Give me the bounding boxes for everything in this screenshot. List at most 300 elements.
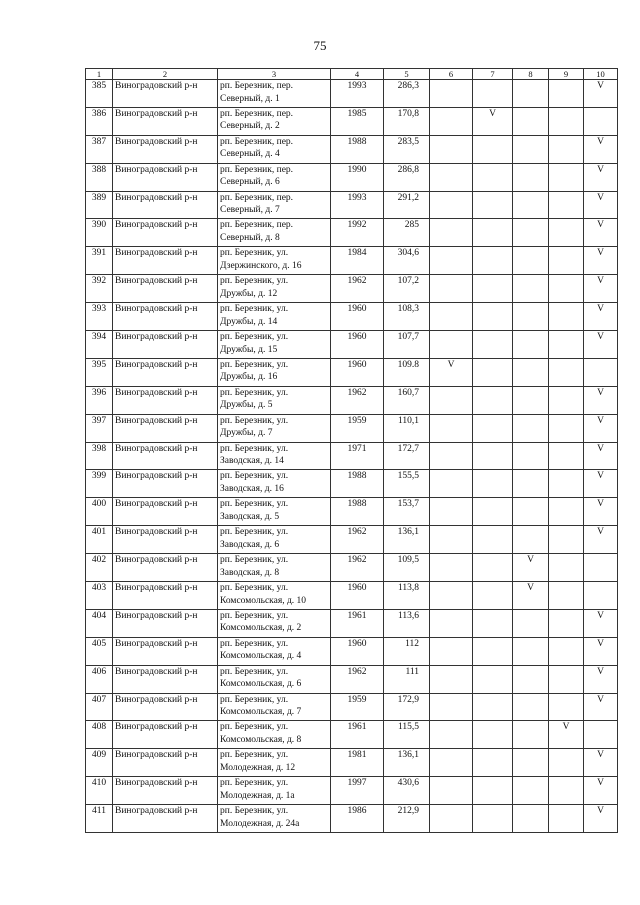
address-line-2: Комсомольская, д. 8 xyxy=(220,734,302,745)
flag-cell-6 xyxy=(430,135,473,163)
flag-cell-7 xyxy=(473,526,513,554)
flag-cell-7 xyxy=(473,386,513,414)
year-cell: 1962 xyxy=(331,526,384,554)
address-line-1: рп. Березник, ул. xyxy=(220,527,289,538)
address-line-1: рп. Березник, ул. xyxy=(220,248,289,259)
address-line-1: рп. Березник, пер. xyxy=(220,108,294,119)
address-cell xyxy=(218,303,331,331)
flag-cell-7 xyxy=(473,303,513,331)
district-cell: Виноградовский р-н xyxy=(113,582,218,610)
flag-cell-8: V xyxy=(513,554,549,582)
address-line-2: Молодежная, д. 24а xyxy=(220,818,300,829)
year-cell: 1962 xyxy=(331,554,384,582)
flag-cell-6 xyxy=(430,442,473,470)
flag-cell-10 xyxy=(584,554,618,582)
flag-cell-8 xyxy=(513,637,549,665)
flag-cell-8 xyxy=(513,219,549,247)
flag-cell-6 xyxy=(430,582,473,610)
row-number: 409 xyxy=(86,749,113,777)
flag-cell-10: V xyxy=(584,442,618,470)
district-cell: Виноградовский р-н xyxy=(113,247,218,275)
address-cell xyxy=(218,247,331,275)
year-cell: 1960 xyxy=(331,582,384,610)
area-cell: 108,3 xyxy=(384,303,430,331)
row-number: 389 xyxy=(86,191,113,219)
flag-cell-9 xyxy=(549,470,584,498)
address-line-1: рп. Березник, ул. xyxy=(220,610,289,621)
table-row xyxy=(86,637,618,665)
flag-cell-9 xyxy=(549,526,584,554)
flag-cell-6 xyxy=(430,163,473,191)
address-line-2: Заводская, д. 8 xyxy=(220,567,280,578)
address-line-2: Заводская, д. 16 xyxy=(220,483,284,494)
flag-cell-9 xyxy=(549,135,584,163)
flag-cell-6 xyxy=(430,470,473,498)
flag-cell-6 xyxy=(430,331,473,359)
row-number: 398 xyxy=(86,442,113,470)
address-cell xyxy=(218,219,331,247)
flag-cell-9 xyxy=(549,609,584,637)
flag-cell-8: V xyxy=(513,582,549,610)
year-cell: 1962 xyxy=(331,386,384,414)
year-cell: 1988 xyxy=(331,470,384,498)
flag-cell-8 xyxy=(513,247,549,275)
flag-cell-6 xyxy=(430,275,473,303)
flag-cell-8 xyxy=(513,331,549,359)
flag-cell-6 xyxy=(430,414,473,442)
row-number: 408 xyxy=(86,721,113,749)
district-cell: Виноградовский р-н xyxy=(113,777,218,805)
address-cell xyxy=(218,107,331,135)
area-cell: 136,1 xyxy=(384,749,430,777)
address-line-2: Заводская, д. 14 xyxy=(220,456,284,467)
area-cell: 285 xyxy=(384,219,430,247)
address-cell xyxy=(218,275,331,303)
flag-cell-10: V xyxy=(584,777,618,805)
flag-cell-8 xyxy=(513,526,549,554)
district-cell: Виноградовский р-н xyxy=(113,442,218,470)
district-cell: Виноградовский р-н xyxy=(113,665,218,693)
year-cell: 1992 xyxy=(331,219,384,247)
district-cell: Виноградовский р-н xyxy=(113,554,218,582)
table-row xyxy=(86,526,618,554)
flag-cell-7 xyxy=(473,498,513,526)
address-line-1: рп. Березник, ул. xyxy=(220,499,289,510)
flag-cell-10: V xyxy=(584,303,618,331)
flag-cell-6 xyxy=(430,721,473,749)
area-cell: 112 xyxy=(384,637,430,665)
flag-cell-7 xyxy=(473,163,513,191)
address-line-2: Северный, д. 6 xyxy=(220,177,280,188)
address-cell xyxy=(218,637,331,665)
flag-cell-8 xyxy=(513,693,549,721)
area-cell: 160,7 xyxy=(384,386,430,414)
address-line-1: рп. Березник, ул. xyxy=(220,332,289,343)
flag-cell-10: V xyxy=(584,163,618,191)
area-cell: 109.8 xyxy=(384,358,430,386)
area-cell: 286,8 xyxy=(384,163,430,191)
address-line-2: Комсомольская, д. 4 xyxy=(220,651,302,662)
table-row xyxy=(86,442,618,470)
address-cell xyxy=(218,582,331,610)
col-header: 9 xyxy=(549,69,584,80)
col-header: 6 xyxy=(430,69,473,80)
flag-cell-7 xyxy=(473,191,513,219)
address-line-1: рп. Березник, ул. xyxy=(220,555,289,566)
area-cell: 286,3 xyxy=(384,80,430,108)
address-line-2: Комсомольская, д. 7 xyxy=(220,707,302,718)
flag-cell-9 xyxy=(549,498,584,526)
address-line-2: Комсомольская, д. 10 xyxy=(220,595,307,606)
flag-cell-9: V xyxy=(549,721,584,749)
table-row xyxy=(86,582,618,610)
flag-cell-10: V xyxy=(584,331,618,359)
flag-cell-9 xyxy=(549,693,584,721)
flag-cell-9 xyxy=(549,80,584,108)
flag-cell-10: V xyxy=(584,219,618,247)
address-line-1: рп. Березник, ул. xyxy=(220,694,289,705)
flag-cell-8 xyxy=(513,358,549,386)
flag-cell-8 xyxy=(513,721,549,749)
area-cell: 111 xyxy=(384,665,430,693)
flag-cell-6 xyxy=(430,247,473,275)
flag-cell-7 xyxy=(473,749,513,777)
flag-cell-10: V xyxy=(584,665,618,693)
address-line-2: Северный, д. 7 xyxy=(220,205,280,216)
address-cell xyxy=(218,331,331,359)
area-cell: 109,5 xyxy=(384,554,430,582)
address-line-2: Северный, д. 8 xyxy=(220,232,280,243)
flag-cell-10: V xyxy=(584,414,618,442)
district-cell: Виноградовский р-н xyxy=(113,609,218,637)
year-cell: 1993 xyxy=(331,191,384,219)
row-number: 404 xyxy=(86,609,113,637)
flag-cell-6 xyxy=(430,107,473,135)
address-line-1: рп. Березник, ул. xyxy=(220,583,289,594)
flag-cell-8 xyxy=(513,470,549,498)
flag-cell-7 xyxy=(473,358,513,386)
year-cell: 1990 xyxy=(331,163,384,191)
address-line-2: Дружбы, д. 12 xyxy=(220,288,278,299)
flag-cell-6 xyxy=(430,665,473,693)
table-row xyxy=(86,107,618,135)
flag-cell-7 xyxy=(473,693,513,721)
flag-cell-8 xyxy=(513,386,549,414)
flag-cell-10: V xyxy=(584,80,618,108)
table-row xyxy=(86,414,618,442)
flag-cell-10 xyxy=(584,358,618,386)
flag-cell-6 xyxy=(430,805,473,833)
col-header: 1 xyxy=(86,69,113,80)
address-line-1: рп. Березник, ул. xyxy=(220,638,289,649)
area-cell: 283,5 xyxy=(384,135,430,163)
address-line-2: Заводская, д. 5 xyxy=(220,511,280,522)
year-cell: 1959 xyxy=(331,693,384,721)
table-row xyxy=(86,386,618,414)
col-header: 5 xyxy=(384,69,430,80)
year-cell: 1961 xyxy=(331,721,384,749)
flag-cell-9 xyxy=(549,386,584,414)
flag-cell-6 xyxy=(430,609,473,637)
year-cell: 1971 xyxy=(331,442,384,470)
flag-cell-10 xyxy=(584,721,618,749)
address-cell xyxy=(218,777,331,805)
address-cell xyxy=(218,470,331,498)
flag-cell-6 xyxy=(430,303,473,331)
district-cell: Виноградовский р-н xyxy=(113,358,218,386)
year-cell: 1988 xyxy=(331,135,384,163)
flag-cell-8 xyxy=(513,191,549,219)
district-cell: Виноградовский р-н xyxy=(113,275,218,303)
address-line-1: рп. Березник, пер. xyxy=(220,81,294,91)
district-cell: Виноградовский р-н xyxy=(113,470,218,498)
flag-cell-8 xyxy=(513,805,549,833)
district-cell: Виноградовский р-н xyxy=(113,303,218,331)
area-cell: 172,9 xyxy=(384,693,430,721)
flag-cell-8 xyxy=(513,749,549,777)
year-cell: 1960 xyxy=(331,637,384,665)
address-cell xyxy=(218,191,331,219)
address-cell xyxy=(218,442,331,470)
row-number: 407 xyxy=(86,693,113,721)
address-cell xyxy=(218,805,331,833)
flag-cell-8 xyxy=(513,498,549,526)
district-cell: Виноградовский р-н xyxy=(113,219,218,247)
table-row xyxy=(86,219,618,247)
flag-cell-9 xyxy=(549,303,584,331)
district-cell: Виноградовский р-н xyxy=(113,331,218,359)
flag-cell-6 xyxy=(430,749,473,777)
flag-cell-8 xyxy=(513,414,549,442)
row-number: 411 xyxy=(86,805,113,833)
address-line-1: рп. Березник, пер. xyxy=(220,192,294,203)
year-cell: 1993 xyxy=(331,80,384,108)
address-line-1: рп. Березник, ул. xyxy=(220,359,289,370)
flag-cell-10: V xyxy=(584,526,618,554)
address-line-1: рп. Березник, ул. xyxy=(220,443,289,454)
year-cell: 1985 xyxy=(331,107,384,135)
flag-cell-7 xyxy=(473,777,513,805)
col-header: 7 xyxy=(473,69,513,80)
col-header: 4 xyxy=(331,69,384,80)
flag-cell-6 xyxy=(430,777,473,805)
row-number: 394 xyxy=(86,331,113,359)
area-cell: 110,1 xyxy=(384,414,430,442)
address-line-2: Молодежная, д. 1а xyxy=(220,790,295,801)
row-number: 395 xyxy=(86,358,113,386)
table-row xyxy=(86,805,618,833)
flag-cell-9 xyxy=(549,163,584,191)
year-cell: 1984 xyxy=(331,247,384,275)
flag-cell-6 xyxy=(430,498,473,526)
row-number: 403 xyxy=(86,582,113,610)
address-cell xyxy=(218,498,331,526)
header-row xyxy=(86,69,618,80)
flag-cell-7 xyxy=(473,637,513,665)
flag-cell-6 xyxy=(430,554,473,582)
area-cell: 153,7 xyxy=(384,498,430,526)
address-cell xyxy=(218,358,331,386)
row-number: 405 xyxy=(86,637,113,665)
flag-cell-9 xyxy=(549,275,584,303)
row-number: 397 xyxy=(86,414,113,442)
table-row xyxy=(86,275,618,303)
row-number: 393 xyxy=(86,303,113,331)
flag-cell-7 xyxy=(473,442,513,470)
district-cell: Виноградовский р-н xyxy=(113,80,218,108)
year-cell: 1962 xyxy=(331,665,384,693)
address-line-2: Дружбы, д. 14 xyxy=(220,316,278,327)
address-line-2: Северный, д. 1 xyxy=(220,93,280,104)
area-cell: 212,9 xyxy=(384,805,430,833)
flag-cell-8 xyxy=(513,665,549,693)
flag-cell-6 xyxy=(430,80,473,108)
flag-cell-7 xyxy=(473,554,513,582)
year-cell: 1988 xyxy=(331,498,384,526)
flag-cell-8 xyxy=(513,275,549,303)
flag-cell-7 xyxy=(473,135,513,163)
row-number: 391 xyxy=(86,247,113,275)
row-number: 399 xyxy=(86,470,113,498)
address-line-2: Комсомольская, д. 2 xyxy=(220,623,302,634)
address-line-2: Дружбы, д. 16 xyxy=(220,372,278,383)
year-cell: 1961 xyxy=(331,609,384,637)
flag-cell-8 xyxy=(513,777,549,805)
flag-cell-10: V xyxy=(584,498,618,526)
flag-cell-7 xyxy=(473,80,513,108)
flag-cell-9 xyxy=(549,107,584,135)
address-line-1: рп. Березник, ул. xyxy=(220,387,289,398)
area-cell: 115,5 xyxy=(384,721,430,749)
flag-cell-9 xyxy=(549,749,584,777)
flag-cell-9 xyxy=(549,777,584,805)
area-cell: 107,7 xyxy=(384,331,430,359)
flag-cell-9 xyxy=(549,247,584,275)
address-line-1: рп. Березник, ул. xyxy=(220,666,289,677)
area-cell: 430,6 xyxy=(384,777,430,805)
flag-cell-7 xyxy=(473,247,513,275)
flag-cell-10: V xyxy=(584,247,618,275)
flag-cell-10: V xyxy=(584,693,618,721)
flag-cell-10: V xyxy=(584,191,618,219)
flag-cell-9 xyxy=(549,582,584,610)
table-row xyxy=(86,554,618,582)
address-line-1: рп. Березник, ул. xyxy=(220,722,289,733)
district-cell: Виноградовский р-н xyxy=(113,386,218,414)
address-line-1: рп. Березник, пер. xyxy=(220,136,294,147)
address-line-2: Дружбы, д. 5 xyxy=(220,400,273,411)
district-cell: Виноградовский р-н xyxy=(113,526,218,554)
flag-cell-7 xyxy=(473,805,513,833)
col-header: 8 xyxy=(513,69,549,80)
table-row xyxy=(86,163,618,191)
table-row xyxy=(86,135,618,163)
address-line-1: рп. Березник, ул. xyxy=(220,276,289,287)
district-cell: Виноградовский р-н xyxy=(113,693,218,721)
flag-cell-7 xyxy=(473,582,513,610)
flag-cell-7 xyxy=(473,470,513,498)
flag-cell-10: V xyxy=(584,749,618,777)
flag-cell-7 xyxy=(473,609,513,637)
flag-cell-10: V xyxy=(584,386,618,414)
flag-cell-7 xyxy=(473,331,513,359)
flag-cell-7 xyxy=(473,721,513,749)
area-cell: 136,1 xyxy=(384,526,430,554)
flag-cell-10: V xyxy=(584,637,618,665)
flag-cell-8 xyxy=(513,163,549,191)
col-header: 10 xyxy=(584,69,618,80)
address-line-2: Заводская, д. 6 xyxy=(220,539,280,550)
col-header: 3 xyxy=(218,69,331,80)
district-cell: Виноградовский р-н xyxy=(113,414,218,442)
row-number: 406 xyxy=(86,665,113,693)
flag-cell-10: V xyxy=(584,805,618,833)
flag-cell-7 xyxy=(473,414,513,442)
address-line-1: рп. Березник, ул. xyxy=(220,750,289,761)
flag-cell-10: V xyxy=(584,609,618,637)
flag-cell-7 xyxy=(473,275,513,303)
row-number: 392 xyxy=(86,275,113,303)
col-header: 2 xyxy=(113,69,218,80)
table-row xyxy=(86,609,618,637)
area-cell: 113,6 xyxy=(384,609,430,637)
flag-cell-8 xyxy=(513,442,549,470)
address-line-2: Комсомольская, д. 6 xyxy=(220,679,302,690)
row-number: 390 xyxy=(86,219,113,247)
district-cell: Виноградовский р-н xyxy=(113,191,218,219)
flag-cell-7: V xyxy=(473,107,513,135)
table-row xyxy=(86,331,618,359)
flag-cell-9 xyxy=(549,442,584,470)
row-number: 385 xyxy=(86,80,113,108)
address-line-2: Дружбы, д. 7 xyxy=(220,428,273,439)
flag-cell-8 xyxy=(513,80,549,108)
row-number: 388 xyxy=(86,163,113,191)
area-cell: 107,2 xyxy=(384,275,430,303)
table-row xyxy=(86,247,618,275)
year-cell: 1981 xyxy=(331,749,384,777)
address-cell xyxy=(218,554,331,582)
area-cell: 155,5 xyxy=(384,470,430,498)
flag-cell-8 xyxy=(513,135,549,163)
flag-cell-10 xyxy=(584,107,618,135)
address-cell xyxy=(218,665,331,693)
flag-cell-6 xyxy=(430,219,473,247)
address-line-1: рп. Березник, ул. xyxy=(220,471,289,482)
address-cell xyxy=(218,386,331,414)
flag-cell-10 xyxy=(584,582,618,610)
row-number: 410 xyxy=(86,777,113,805)
district-cell: Виноградовский р-н xyxy=(113,805,218,833)
row-number: 402 xyxy=(86,554,113,582)
flag-cell-9 xyxy=(549,219,584,247)
address-line-1: рп. Березник, ул. xyxy=(220,304,289,315)
year-cell: 1986 xyxy=(331,805,384,833)
page-number: 75 xyxy=(313,38,327,53)
address-line-2: Северный, д. 4 xyxy=(220,149,280,160)
flag-cell-6 xyxy=(430,526,473,554)
flag-cell-9 xyxy=(549,414,584,442)
address-line-1: рп. Березник, пер. xyxy=(220,164,294,175)
flag-cell-10: V xyxy=(584,470,618,498)
flag-cell-7 xyxy=(473,665,513,693)
table-row xyxy=(86,470,618,498)
address-line-1: рп. Березник, ул. xyxy=(220,806,289,817)
flag-cell-8 xyxy=(513,107,549,135)
flag-cell-9 xyxy=(549,331,584,359)
district-cell: Виноградовский р-н xyxy=(113,637,218,665)
year-cell: 1960 xyxy=(331,303,384,331)
